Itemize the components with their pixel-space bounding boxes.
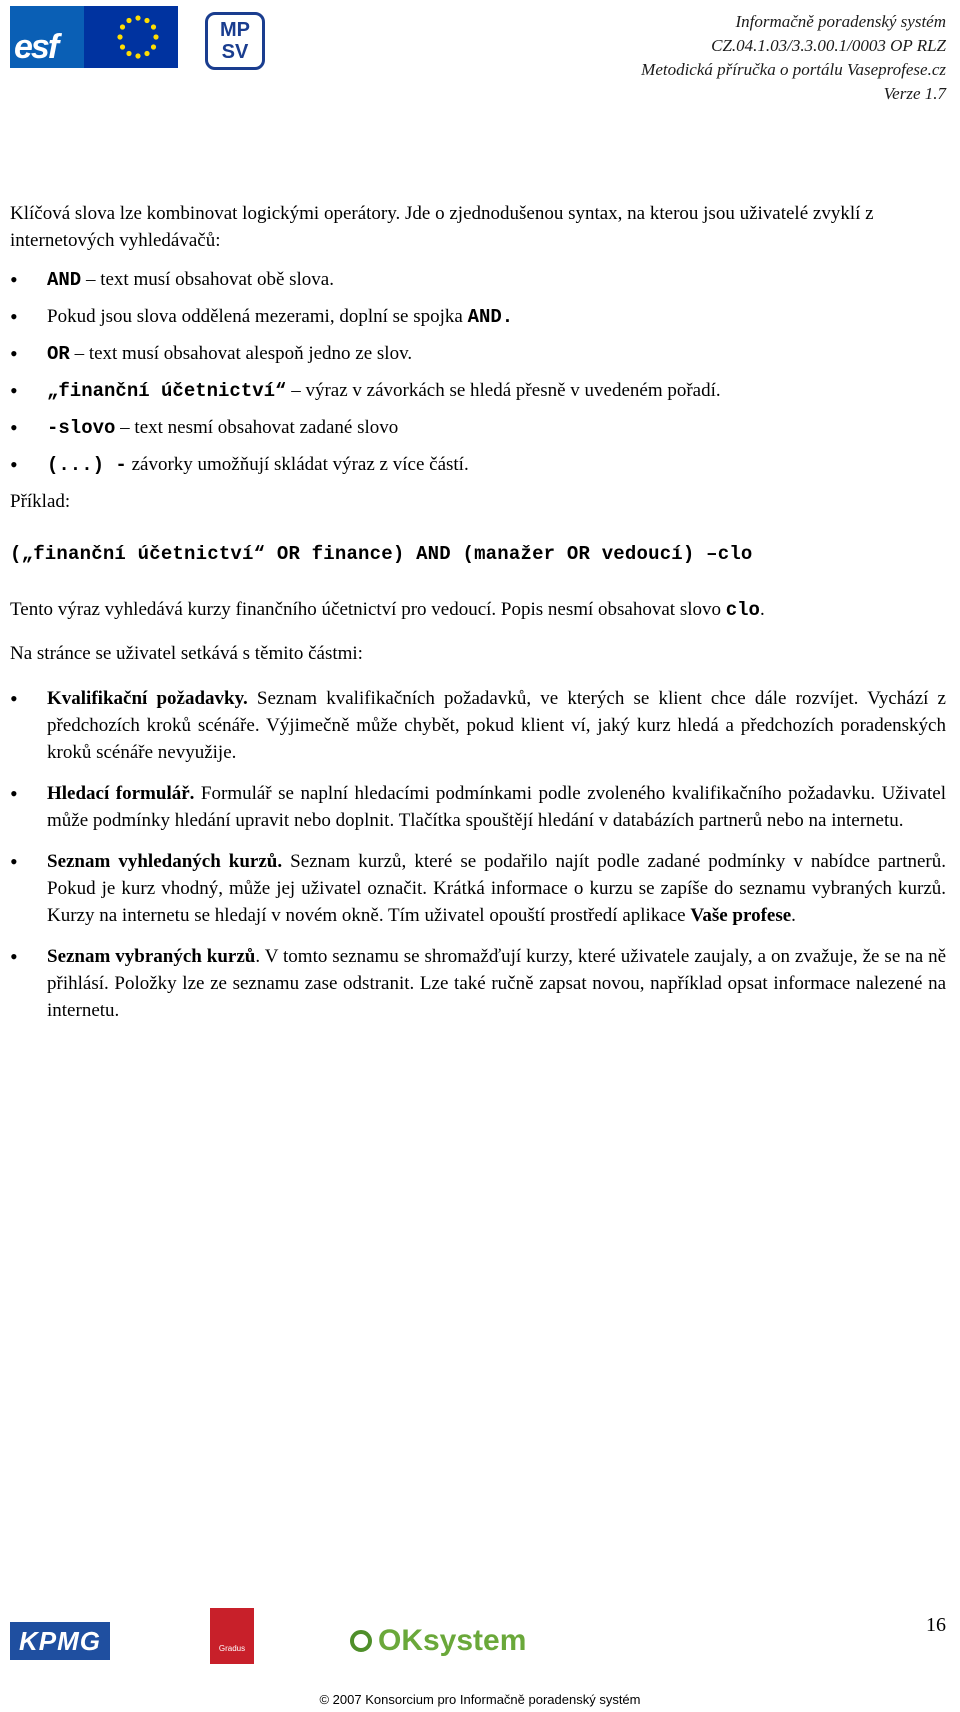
part-text: Formulář se naplní hledacími podmínkami podle zvoleného kvalifikačního požadavku. Uživatel může podmínky hledání upravit nebo doplnit. Tlačítka spouštějí hledání v databázích partnerů nebo na internetu. bbox=[47, 783, 946, 831]
part-text: . V tomto seznamu se shromažďují kurzy, které uživatele zaujaly, a on zvažuje, že se na ně přihlásí. Položky lze ze seznamu zase odstranit. Lze také ručně zapsat novou, například opsat informace nalezené na internetu. bbox=[47, 946, 947, 1021]
page-number: 16 bbox=[926, 1614, 946, 1636]
footer-logos bbox=[10, 1600, 610, 1670]
operator-item-phrase bbox=[10, 379, 946, 416]
part-text-end: . bbox=[791, 905, 796, 926]
gradus-logo: Gradus bbox=[210, 1608, 254, 1664]
part-item-selected-courses bbox=[10, 943, 946, 1024]
part-title-app: Vaše profese bbox=[690, 905, 792, 926]
part-text: Seznam kvalifikačních požadavků, ve kterých se klient chce dále rozvíjet. Vychází z předchozích kroků scénáře. Výjimečně může chybět, pokud klient ví, jaký kurz hledá a předchozích poradenských kroků scénáře nevyužije. bbox=[47, 688, 946, 763]
header-logos bbox=[10, 6, 270, 70]
operator-code: „finanční účetnictví“ bbox=[47, 380, 287, 402]
operator-code: AND bbox=[47, 269, 82, 291]
example-expression: („finanční účetnictví“ OR finance) AND (manažer OR vedoucí) –clo bbox=[10, 543, 753, 565]
operator-desc: závorky umožňují skládat výraz z více částí. bbox=[126, 454, 469, 475]
operator-code: -slovo bbox=[47, 417, 116, 439]
esf-logo-text: esf bbox=[14, 28, 58, 66]
header-line-2: CZ.04.1.03/3.3.00.1/0003 OP RLZ bbox=[711, 36, 946, 55]
part-item-qualifications bbox=[10, 685, 946, 766]
explanation-end: . bbox=[759, 599, 765, 620]
part-item-search-form bbox=[10, 780, 946, 834]
explanation-text: Tento výraz vyhledává kurzy finančního účetnictví pro vedoucí. Popis nesmí obsahovat slovo bbox=[10, 599, 726, 620]
operator-code: AND. bbox=[467, 306, 514, 328]
parts-list bbox=[10, 685, 946, 1024]
oksystem-mark-icon bbox=[350, 1630, 372, 1652]
part-item-found-courses bbox=[10, 848, 946, 929]
part-title: Seznam vyhledaných kurzů. bbox=[47, 851, 283, 872]
part-text: Seznam kurzů, které se podařilo najít podle zadané podmínky v nabídce partnerů. Pokud je kurz vhodný, může jej uživatel označit. Krátká informace o kurzu se zapíše do seznamu vybraných kurzů. Kurzy na internetu se hledají v novém okně. Tím uživatel opouští prostředí aplikace bbox=[47, 851, 947, 926]
operator-desc: – text nesmí obsahovat zadané slovo bbox=[115, 417, 399, 438]
oksystem-logo-text: OKsystem bbox=[378, 1624, 527, 1657]
header-version: Verze 1.7 bbox=[883, 84, 946, 103]
part-title: Hledací formulář. bbox=[47, 783, 195, 804]
part-title: Seznam vybraných kurzů bbox=[47, 946, 256, 967]
operator-item-and bbox=[10, 268, 946, 305]
example-explanation bbox=[10, 596, 946, 624]
mpsv-logo: MP SV bbox=[205, 12, 265, 70]
operator-item-space bbox=[10, 305, 946, 342]
kpmg-logo: KPMG bbox=[10, 1622, 110, 1660]
operator-desc: – text musí obsahovat alespoň jedno ze slov. bbox=[69, 343, 413, 364]
operator-code: OR bbox=[47, 343, 70, 365]
operator-list bbox=[10, 268, 946, 490]
operator-item-brackets bbox=[10, 453, 946, 490]
document-body bbox=[10, 200, 946, 1038]
header-line-3: Metodická příručka o portálu Vaseprofese.cz bbox=[641, 60, 946, 79]
operator-item-not bbox=[10, 416, 946, 453]
part-title: Kvalifikační požadavky. bbox=[47, 688, 248, 709]
explanation-code: clo bbox=[725, 599, 760, 621]
eu-stars-icon bbox=[102, 12, 174, 62]
operator-desc: Pokud jsou slova oddělená mezerami, doplní se spojka bbox=[47, 306, 468, 327]
oksystem-logo bbox=[350, 1624, 526, 1658]
operator-code: (...) - bbox=[47, 454, 127, 476]
parts-intro: Na stránce se uživatel setkává s těmito částmi: bbox=[10, 643, 363, 664]
copyright: © 2007 Konsorcium pro Informačně poradenský systém bbox=[319, 1692, 641, 1707]
operator-item-or bbox=[10, 342, 946, 379]
esf-logo bbox=[10, 6, 84, 68]
header-info bbox=[641, 10, 946, 106]
intro-paragraph: Klíčová slova lze kombinovat logickými operátory. Jde o zjednodušenou syntax, na kterou jsou uživatelé zvyklí z internetových vyhledávačů: bbox=[10, 203, 874, 251]
operator-desc: – výraz v závorkách se hledá přesně v uvedeném pořadí. bbox=[286, 380, 721, 401]
header-line-1: Informačně poradenský systém bbox=[735, 12, 946, 31]
operator-desc: – text musí obsahovat obě slova. bbox=[81, 269, 334, 290]
eu-flag bbox=[10, 6, 178, 68]
example-label: Příklad: bbox=[10, 491, 71, 512]
